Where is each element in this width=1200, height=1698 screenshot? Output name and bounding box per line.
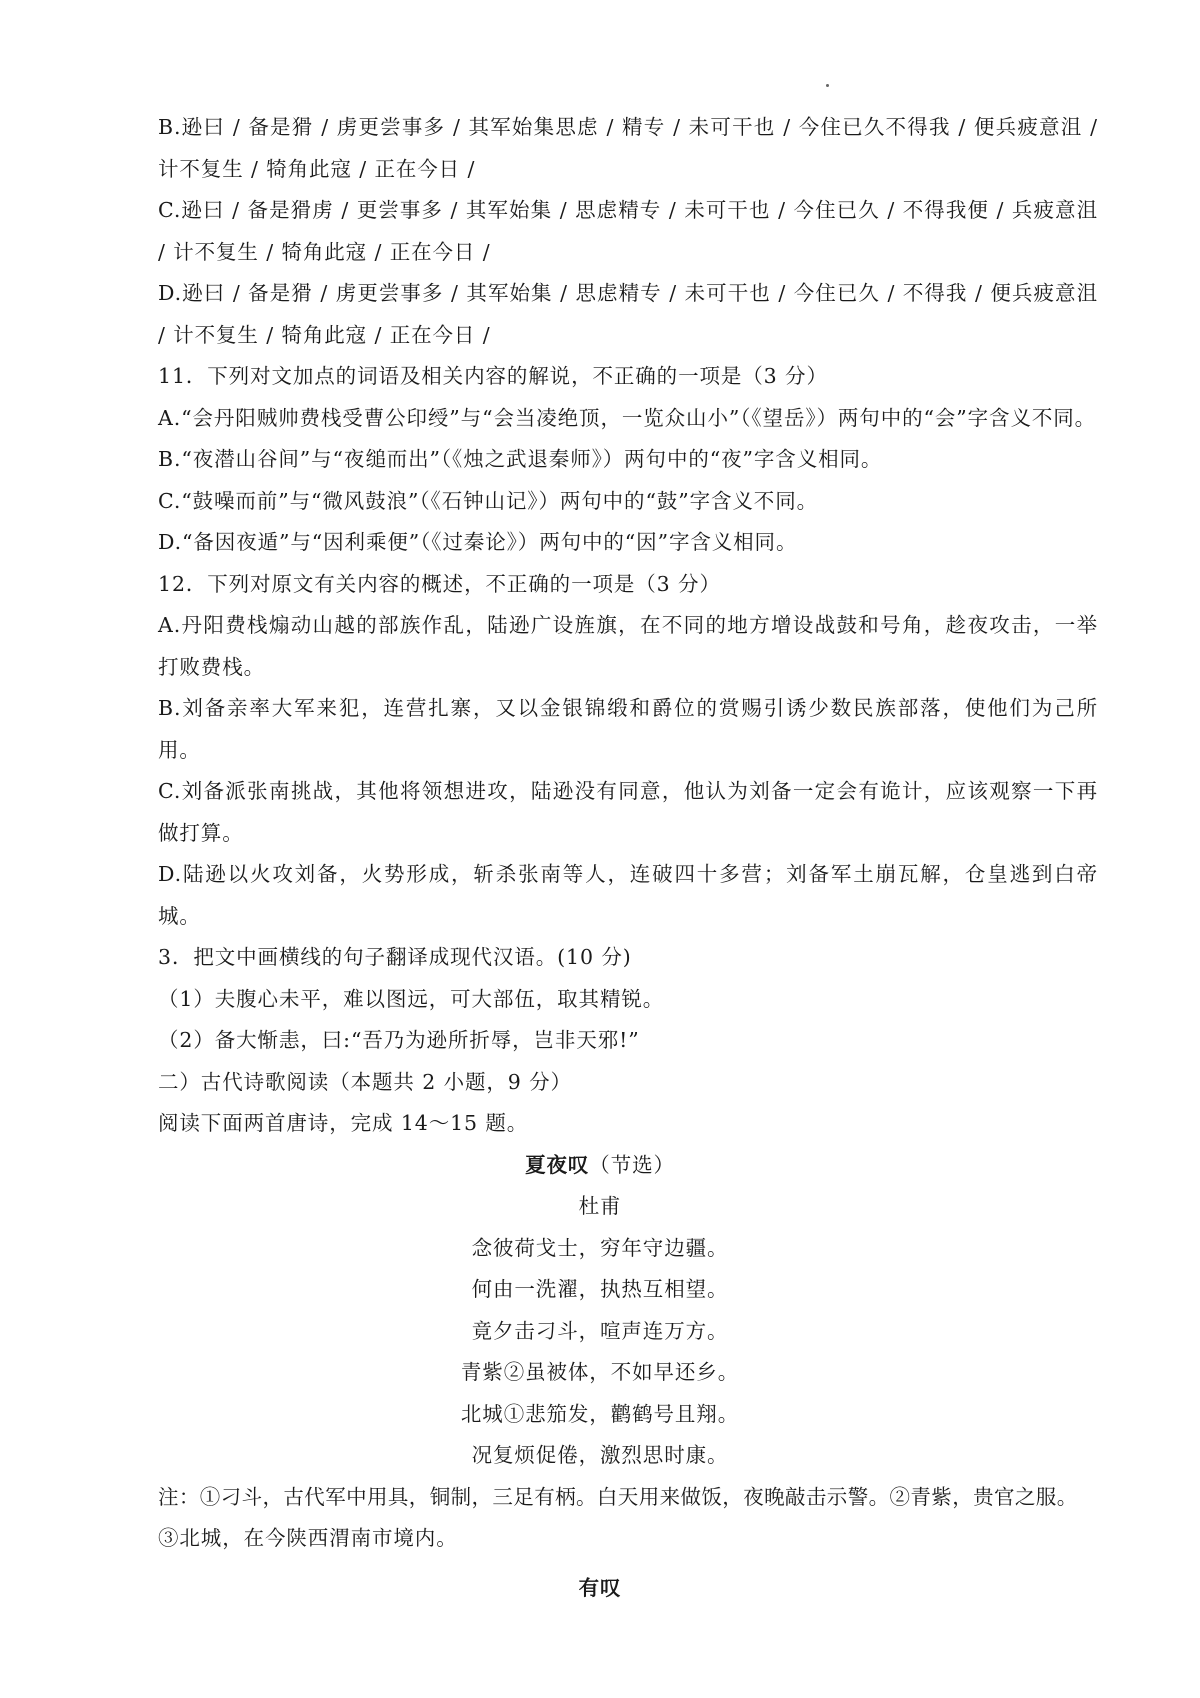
poem-1-line-4: 青紫②虽被体，不如早还乡。 — [460, 1360, 740, 1384]
q12-stem: 12．下列对原文有关内容的概述，不正确的一项是（3 分） — [158, 571, 721, 596]
section-2-heading: 二）古代诗歌阅读（本题共 2 小题，9 分） — [158, 1069, 572, 1094]
section-2-intro: 阅读下面两首唐诗，完成 14～15 题。 — [158, 1111, 529, 1135]
q12-option-b: B.刘备亲率大军来犯，连营扎寨，又以金银锦缎和爵位的赏赐引诱少数民族部落，使他们为己所用。 — [158, 696, 1098, 762]
scan-dot — [826, 84, 829, 87]
q10-option-c: C.逊曰 / 备是猾虏 / 更尝事多 / 其军始集 / 思虑精专 / 未可干也 / 今住已久 / 不得我便 / 兵疲意沮 / 计不复生 / 犄角此寇 / 正在今日 / — [158, 198, 1098, 264]
q11-option-d: D.“备因夜遁”与“因利乘便”（《过秦论》）两句中的“因”字含义相同。 — [158, 530, 798, 554]
poem-1-line-3: 竟夕击刁斗，喧声连万方。 — [471, 1318, 729, 1343]
poem-1-line-5: 北城①悲笳发，鹳鹤号且翔。 — [460, 1401, 740, 1426]
q12-option-c: C.刘备派张南挑战，其他将领想进攻，陆逊没有同意，他认为刘备一定会有诡计，应该观察一下再做打算。 — [158, 779, 1098, 845]
q11-option-a: A.“会丹阳贼帅费栈受曹公印绶”与“会当凌绝顶，一览众山小”（《望岳》）两句中的“会”字含义不同。 — [158, 405, 1097, 430]
q13-stem: 3．把文中画横线的句子翻译成现代汉语。(10 分) — [158, 945, 632, 969]
q11-stem: 11．下列对文加点的词语及相关内容的解说，不正确的一项是（3 分） — [158, 364, 828, 388]
poem-1-line-2: 何由一洗濯，执热互相望。 — [471, 1277, 729, 1301]
poem-1-line-6: 况复烦促倦，激烈思时康。 — [471, 1443, 729, 1467]
q12-option-a: A.丹阳费栈煽动山越的部族作乱，陆逊广设旌旗，在不同的地方增设战鼓和号角，趁夜攻击，一举打败费栈。 — [158, 613, 1098, 679]
poem-1-author: 杜甫 — [578, 1194, 622, 1218]
poem-1-note-1: 注：①刁斗，古代军中用具，铜制，三足有柄。白天用来做饭，夜晚敲击示警。②青紫，贵官之服。 — [158, 1484, 1078, 1509]
q12-option-d: D.陆逊以火攻刘备，火势形成，斩杀张南等人，连破四十多营；刘备军土崩瓦解，仓皇逃到白帝城。 — [158, 862, 1098, 928]
poem-1-title-suffix: （节选） — [589, 1152, 675, 1177]
q13-item-2: （2）备大惭恚，曰:“吾乃为逊所折辱，岂非天邪!” — [158, 1028, 640, 1052]
poem-1-title-line — [0, 1145, 1200, 1187]
poem-2 — [0, 1568, 1200, 1610]
poem-2-title: 有叹 — [578, 1575, 622, 1600]
poem-1-title: 夏夜叹 — [525, 1152, 590, 1177]
q11-option-b: B.“夜潜山谷间”与“夜缒而出”（《烛之武退秦师》）两句中的“夜”字含义相同。 — [158, 447, 883, 471]
poem-1-line-1: 念彼荷戈士，穷年守边疆。 — [471, 1235, 729, 1260]
poem-1-note-2: ③北城，在今陕西渭南市境内。 — [158, 1526, 458, 1550]
poem-1 — [0, 1145, 1200, 1477]
q10-option-d: D.逊曰 / 备是猾 / 虏更尝事多 / 其军始集 / 思虑精专 / 未可干也 / 今住已久 / 不得我 / 便兵疲意沮 / 计不复生 / 犄角此寇 / 正在今日 / — [158, 281, 1098, 347]
q11-option-c: C.“鼓噪而前”与“微风鼓浪”（《石钟山记》）两句中的“鼓”字含义不同。 — [158, 488, 819, 513]
q13-item-1: （1）夫腹心未平，难以图远，可大部伍，取其精锐。 — [158, 986, 665, 1011]
document-page — [158, 107, 1098, 1609]
q10-option-b: B.逊曰 / 备是猾 / 虏更尝事多 / 其军始集思虑 / 精专 / 未可干也 / 今住已久不得我 / 便兵疲意沮 / 计不复生 / 犄角此寇 / 正在今日 / — [158, 115, 1098, 181]
poem-2-title-line — [0, 1568, 1200, 1610]
